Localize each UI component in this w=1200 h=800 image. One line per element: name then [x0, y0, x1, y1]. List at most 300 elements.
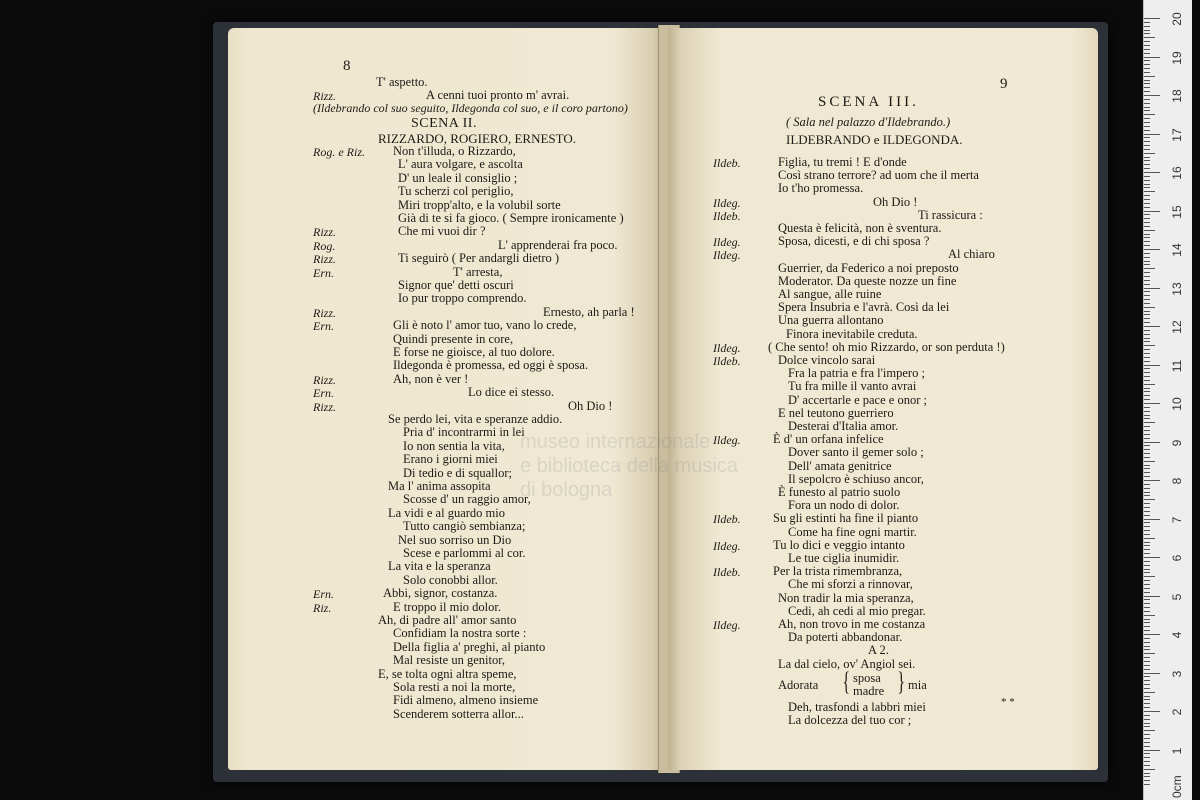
right-verse-line: A 2. [868, 643, 889, 658]
right-speaker: Ildeb. [713, 565, 741, 580]
left-speaker: Rizz. [313, 252, 337, 267]
ruler-tick [1144, 110, 1150, 111]
left-verse-line: Della figlia a' preghi, al pianto [393, 639, 546, 654]
ruler-tick [1144, 499, 1155, 500]
left-verse-line: Sola resti a noi la morte, [393, 680, 516, 694]
ruler-tick [1144, 561, 1150, 562]
page-number-left: 8 [343, 58, 351, 74]
ruler-tick [1144, 53, 1150, 54]
ruler-tick [1144, 372, 1150, 373]
left-verse-line: Non t'illuda, o Rizzardo, [393, 144, 516, 158]
ruler-tick [1144, 191, 1155, 192]
left-speaker: Rizz. [313, 372, 337, 387]
ruler-tick [1144, 534, 1150, 535]
right-verse-line: Finora inevitabile creduta. [786, 326, 918, 341]
ruler-tick [1144, 234, 1150, 235]
ruler-tick [1144, 218, 1150, 219]
ruler-tick [1144, 680, 1150, 681]
left-speaker: Rizz. [313, 225, 337, 240]
ruler-tick [1144, 60, 1150, 61]
ruler-tick [1144, 249, 1160, 250]
ruler-tick [1144, 780, 1150, 781]
ruler-number: 19 [1170, 50, 1184, 65]
ruler-tick [1144, 692, 1155, 693]
ruler-tick [1144, 438, 1150, 439]
right-verse-line: Oh Dio ! [873, 194, 918, 209]
ruler-tick [1144, 280, 1150, 281]
right-verse-line: Sposa, dicesti, e di chi sposa ? [778, 234, 930, 249]
ruler-tick [1144, 318, 1150, 319]
left-verse-line: Ernesto, ah parla ! [543, 304, 635, 319]
ruler-tick [1144, 149, 1150, 150]
left-verse-line: Lo dice ei stesso. [468, 385, 555, 400]
ruler-tick [1144, 264, 1150, 265]
ruler-tick [1144, 411, 1150, 412]
ruler-number: 17 [1170, 127, 1184, 142]
ruler-tick [1144, 395, 1150, 396]
ruler-tick [1144, 730, 1155, 731]
right-verse-line: Dover santo il gemer solo ; [788, 445, 924, 460]
ruler-tick [1144, 126, 1150, 127]
right-verse-line: È d' un orfana infelice [773, 432, 884, 447]
ruler-tick [1144, 357, 1150, 358]
ruler-tick [1144, 495, 1150, 496]
scene-title: SCENA III. [818, 94, 919, 110]
ruler-tick [1144, 549, 1150, 550]
ruler-number: 15 [1170, 204, 1184, 219]
ruler-tick [1144, 241, 1150, 242]
left-verse-line: Solo conobbi allor. [403, 572, 498, 587]
ruler-tick [1144, 326, 1160, 327]
ruler-tick [1144, 276, 1150, 277]
ruler-tick [1144, 57, 1160, 58]
left-verse-line: Scese e parlommi al cor. [403, 546, 526, 560]
ruler-tick [1144, 442, 1160, 443]
ruler-tick [1144, 134, 1160, 135]
right-verse-line: Fora un nodo di dolor. [788, 498, 900, 513]
right-speaker: Ildeg. [713, 538, 741, 553]
brace-right: } [897, 666, 905, 696]
ruler-tick [1144, 330, 1150, 331]
left-verse-line: Io non sentia la vita, [403, 438, 505, 453]
right-verse-line: Spera Insubria e l'avrà. Così da lei [778, 300, 950, 315]
left-verse-line: Ma l' anima assopita [388, 479, 491, 493]
left-verse-line: Oh Dio ! [568, 398, 613, 413]
ruler-tick [1144, 484, 1150, 485]
ruler-tick [1144, 530, 1150, 531]
ruler-tick [1144, 207, 1150, 208]
ruler-tick [1144, 226, 1150, 227]
ruler-tick [1144, 773, 1150, 774]
ruler-tick [1144, 723, 1150, 724]
ruler-tick [1144, 130, 1150, 131]
ruler-tick [1144, 545, 1150, 546]
right-verse-line: Io t'ho promessa. [778, 181, 864, 196]
left-verse-line: Ah, di padre all' amor santo [378, 613, 517, 627]
right-tail-verse-line: Deh, trasfondi a labbri miei [788, 699, 926, 714]
right-verse-line: ( Che sento! oh mio Rizzardo, or son perduta !) [768, 339, 1005, 354]
ruler-number: 13 [1170, 281, 1184, 296]
ruler-tick [1144, 776, 1150, 777]
scene-characters: ILDEBRANDO e ILDEGONDA. [786, 132, 963, 147]
ruler-tick [1144, 715, 1150, 716]
ruler-tick [1144, 507, 1150, 508]
right-tail-verse-line: La dolcezza del tuo cor ; [788, 713, 912, 727]
ruler-tick [1144, 307, 1155, 308]
ruler-tick [1144, 753, 1150, 754]
ruler-tick [1144, 87, 1150, 88]
ruler-tick [1144, 592, 1150, 593]
right-speaker: Ildeb. [713, 512, 741, 527]
ruler-number: 7 [1170, 516, 1184, 523]
left-verse-line: Scenderem sotterra allor... [393, 706, 524, 721]
ruler-tick [1144, 153, 1155, 154]
ruler-tick [1144, 468, 1150, 469]
booklet-spread [228, 28, 1098, 770]
ruler-tick [1144, 757, 1150, 758]
right-verse-line: E nel teutono guerriero [778, 405, 894, 420]
ruler-tick [1144, 376, 1150, 377]
ruler-tick [1144, 765, 1150, 766]
ruler-tick [1144, 634, 1160, 635]
ruler-tick [1144, 322, 1150, 323]
ruler-tick [1144, 422, 1155, 423]
ruler-tick [1144, 26, 1150, 27]
ruler-number: 16 [1170, 166, 1184, 180]
ruler-tick [1144, 565, 1150, 566]
ruler-tick [1144, 41, 1150, 42]
ruler-tick [1144, 430, 1150, 431]
ruler-tick [1144, 230, 1155, 231]
ruler-tick [1144, 619, 1150, 620]
right-verse-line: È funesto al patrio suolo [778, 485, 901, 499]
ruler-tick [1144, 172, 1160, 173]
ruler-tick [1144, 76, 1155, 77]
ruler-tick [1144, 415, 1150, 416]
ruler-tick [1144, 699, 1150, 700]
ruler-tick [1144, 99, 1150, 100]
ruler-tick [1144, 164, 1150, 165]
left-speaker: Riz. [313, 600, 332, 615]
ruler-tick [1144, 64, 1150, 65]
ruler-tick [1144, 511, 1150, 512]
left-verse-line: Signor que' detti oscuri [398, 278, 514, 292]
right-speaker: Ildeb. [713, 156, 741, 170]
ruler-tick [1144, 353, 1150, 354]
ruler-tick [1144, 199, 1150, 200]
left-speaker: Ern. [313, 265, 334, 280]
left-verse-line: Ildegonda è promessa, ed oggi è sposa. [393, 358, 589, 373]
ruler-tick [1144, 761, 1150, 762]
ruler-tick [1144, 738, 1150, 739]
ruler-number: 0cm [1170, 775, 1184, 798]
ruler-tick [1144, 180, 1150, 181]
ruler-number: 4 [1170, 631, 1184, 639]
right-verse-line: Fra la patria e fra l'impero ; [788, 366, 925, 381]
ruler-tick [1144, 688, 1150, 689]
left-speaker: Rizz. [313, 305, 337, 320]
ruler-tick [1144, 284, 1150, 285]
ruler-tick [1144, 37, 1155, 38]
ruler-tick [1144, 684, 1150, 685]
ruler-tick [1144, 661, 1150, 662]
ruler-tick [1144, 18, 1160, 19]
ruler-tick [1144, 391, 1150, 392]
ruler-tick [1144, 607, 1150, 608]
ruler-tick [1144, 384, 1155, 385]
ruler-tick [1144, 445, 1150, 446]
left-speaker: Rizz. [313, 399, 337, 414]
left-speaker: Rog. [313, 238, 336, 253]
ruler-tick [1144, 195, 1150, 196]
scene-title: SCENA II. [411, 116, 477, 131]
left-speaker: Rog. e Riz. [313, 145, 365, 159]
ruler-tick [1144, 480, 1160, 481]
ruler-number: 8 [1170, 477, 1184, 485]
ruler-tick [1144, 114, 1155, 115]
left-verse-line: D' un leale il consiglio ; [398, 170, 518, 185]
right-verse-line: Così strano terrore? ad uom che il merta [778, 168, 979, 183]
ruler-tick [1144, 176, 1150, 177]
ruler-tick [1144, 449, 1150, 450]
ruler-tick [1144, 291, 1150, 292]
left-verse-line: Già di te si fa gioco. ( Sempre ironicamente ) [398, 211, 624, 225]
ruler-tick [1144, 673, 1160, 674]
brace-tail-word: mia [908, 677, 927, 692]
left-verse-line: Mal resiste un genitor, [393, 653, 505, 668]
ruler-tick [1144, 742, 1150, 743]
verse-line: T' aspetto. [376, 75, 428, 89]
ruler-tick [1144, 211, 1160, 212]
ruler-tick [1144, 361, 1150, 362]
ruler-number: 3 [1170, 670, 1184, 677]
ruler-tick [1144, 503, 1150, 504]
left-verse-line: Gli è noto l' amor tuo, vano lo crede, [393, 318, 577, 333]
left-verse-line: Pria d' incontrarmi in lei [403, 425, 525, 440]
right-speaker: Ildeb. [713, 208, 741, 223]
ruler-tick [1144, 314, 1150, 315]
left-verse-line: Quindi presente in core, [393, 331, 514, 346]
ruler-tick [1144, 596, 1160, 597]
right-verse-line: Cedi, ah cedi al mio pregar. [788, 603, 926, 618]
left-verse-line: Scosse d' un raggio amor, [403, 492, 531, 507]
left-speaker: Ern. [313, 319, 334, 334]
ruler-tick [1144, 49, 1150, 50]
ruler-tick [1144, 349, 1150, 350]
ruler-tick [1144, 118, 1150, 119]
ruler-tick [1144, 584, 1150, 585]
ruler-number: 12 [1170, 320, 1184, 334]
ruler-tick [1144, 603, 1150, 604]
ruler-tick [1144, 572, 1150, 573]
right-verse-line: D' accertarle e pace e onor ; [788, 392, 927, 407]
left-verse-line: Ah, non è ver ! [393, 371, 469, 386]
left-verse-line: Ti seguirò ( Per andargli dietro ) [398, 251, 560, 266]
ruler-tick [1144, 476, 1150, 477]
ruler-tick [1144, 669, 1150, 670]
ruler-tick [1144, 237, 1150, 238]
ruler-tick [1144, 388, 1150, 389]
ruler-tick [1144, 626, 1150, 627]
ruler-number: 1 [1170, 747, 1184, 754]
ruler-tick [1144, 338, 1150, 339]
left-verse-line: Che mi vuoi dir ? [398, 224, 486, 239]
ruler-tick [1144, 492, 1150, 493]
ruler-tick [1144, 719, 1150, 720]
ruler-tick [1144, 696, 1150, 697]
ruler-tick [1144, 95, 1160, 96]
right-verse-line: Al sangue, alle ruine [778, 287, 882, 301]
ruler-tick [1144, 303, 1150, 304]
ruler-tick [1144, 461, 1155, 462]
ruler-tick [1144, 657, 1150, 658]
right-verse-line: Il sepolcro è schiuso ancor, [788, 471, 924, 486]
ruler-tick [1144, 734, 1150, 735]
right-verse-line: Desterai d'Italia amor. [788, 419, 899, 433]
ruler-tick [1144, 33, 1150, 34]
right-speaker: Ildeb. [713, 354, 741, 368]
ruler-tick [1144, 488, 1150, 489]
ruler-tick [1144, 145, 1150, 146]
ruler-tick [1144, 272, 1150, 273]
ruler-tick [1144, 630, 1150, 631]
right-verse-line: Questa è felicità, non è sventura. [778, 221, 942, 235]
ruler-tick [1144, 665, 1150, 666]
right-verse-line: La dal cielo, ov' Angiol sei. [778, 656, 916, 671]
ruler-tick [1144, 80, 1150, 81]
ruler-tick [1144, 576, 1155, 577]
ruler-tick [1144, 22, 1150, 23]
brace-option-bottom: madre [853, 683, 885, 698]
scene-characters: RIZZARDO, ROGIERO, ERNESTO. [378, 131, 577, 146]
ruler-number: 9 [1170, 439, 1184, 446]
ruler-tick [1144, 334, 1150, 335]
ruler-tick [1144, 515, 1150, 516]
ruler-tick [1144, 214, 1150, 215]
left-verse-line: Tu scherzi col periglio, [398, 184, 514, 199]
brace-lead-word: Adorata [778, 677, 819, 692]
left-verse-line: Confidiam la nostra sorte : [393, 626, 527, 641]
right-verse-line: Da poterti abbandonar. [788, 630, 903, 645]
ruler-number: 14 [1170, 243, 1184, 257]
right-verse-line: Figlia, tu tremi ! E d'onde [778, 155, 907, 169]
ruler-tick [1144, 642, 1150, 643]
ruler-tick [1144, 157, 1150, 158]
right-speaker: Ildeg. [713, 195, 741, 210]
left-page [228, 28, 666, 770]
ruler-tick [1144, 418, 1150, 419]
left-speaker: Ern. [313, 587, 334, 602]
ruler-number: 2 [1170, 708, 1184, 716]
ruler-tick [1144, 707, 1150, 708]
ruler-tick [1144, 203, 1150, 204]
left-verse-line: La vidi e al guardo mio [388, 505, 505, 520]
left-verse-line: Erano i giorni miei [403, 452, 498, 467]
left-verse-line: E, se tolta ogni altra speme, [378, 666, 517, 681]
ruler-tick [1144, 380, 1150, 381]
ruler-tick [1144, 653, 1155, 654]
right-verse-line: Al chiaro [948, 247, 995, 262]
left-verse-line: L' aura volgare, e ascolta [398, 157, 523, 172]
ruler-tick [1144, 538, 1155, 539]
right-verse-line: Tu lo dici e veggio intanto [773, 537, 905, 552]
left-verse-line: Miri tropp'alto, e la volubil sorte [398, 197, 561, 212]
ruler-tick [1144, 222, 1150, 223]
ruler-tick [1144, 526, 1150, 527]
right-verse-line: Guerrier, da Federico a noi preposto [778, 260, 959, 275]
ruler-tick [1144, 588, 1150, 589]
speaker: Rizz. [313, 89, 337, 103]
left-verse-line: E troppo il mio dolor. [393, 599, 501, 614]
left-verse-line: T' arresta, [453, 264, 503, 279]
ruler-tick [1144, 168, 1150, 169]
ruler-tick [1144, 557, 1160, 558]
left-verse-line: Fidi almeno, almeno insieme [393, 693, 539, 708]
ruler-tick [1144, 187, 1150, 188]
right-speaker: Ildeg. [713, 248, 741, 263]
ruler-tick [1144, 345, 1155, 346]
right-verse-line: Tu fra mille il vanto avrai [788, 379, 917, 394]
right-verse-line: Ah, non trovo in me costanza [778, 617, 926, 631]
ruler-tick [1144, 83, 1150, 84]
ruler-number: 20 [1170, 12, 1184, 26]
brace-option-top: sposa [853, 670, 881, 685]
ruler-tick [1144, 465, 1150, 466]
ruler-tick [1144, 68, 1150, 69]
ruler-tick [1144, 72, 1150, 73]
left-speaker: Ern. [313, 386, 334, 401]
stage-direction: (Ildebrando col suo seguito, Ildegonda col suo, e il coro partono) [313, 101, 628, 115]
ruler-tick [1144, 569, 1150, 570]
ruler-tick [1144, 341, 1150, 342]
ruler-tick [1144, 407, 1150, 408]
left-verse-line: L' apprenderai fra poco. [498, 237, 618, 252]
right-verse-line: Che mi sforzi a rinnovar, [788, 577, 913, 592]
right-verse-line: Su gli estinti ha fine il pianto [773, 511, 919, 526]
ruler-tick [1144, 245, 1150, 246]
ruler-tick [1144, 472, 1150, 473]
right-speaker: Ildeg. [713, 433, 741, 448]
ruler-tick [1144, 580, 1150, 581]
right-verse-line: Come ha fine ogni martir. [788, 524, 917, 539]
ruler-number: 6 [1170, 554, 1184, 562]
ruler-tick [1144, 137, 1150, 138]
ruler-tick [1144, 769, 1155, 770]
ruler-tick [1144, 457, 1150, 458]
ruler-number: 10 [1170, 397, 1184, 411]
measurement-ruler [1143, 0, 1192, 800]
right-verse-line: Ti rassicura : [918, 207, 983, 222]
ruler-tick [1144, 746, 1150, 747]
ruler-tick [1144, 703, 1150, 704]
ruler-tick [1144, 750, 1160, 751]
ruler-number: 5 [1170, 593, 1184, 600]
left-verse-line: Nel suo sorriso un Dio [398, 532, 512, 547]
ruler-tick [1144, 253, 1150, 254]
ruler-tick [1144, 288, 1160, 289]
scene-setting: ( Sala nel palazzo d'Ildebrando.) [786, 115, 951, 129]
ruler-tick [1144, 646, 1150, 647]
left-verse-line: Tutto cangiò sembianza; [403, 519, 526, 534]
right-speaker: Ildeg. [713, 618, 741, 632]
ruler-number: 11 [1170, 359, 1184, 372]
left-verse-line: Se perdo lei, vita e speranze addio. [388, 412, 563, 426]
ruler-tick [1144, 649, 1150, 650]
ruler-tick [1144, 45, 1150, 46]
ruler-tick [1144, 711, 1160, 712]
ruler-tick [1144, 257, 1150, 258]
right-speaker: Ildeg. [713, 340, 741, 355]
